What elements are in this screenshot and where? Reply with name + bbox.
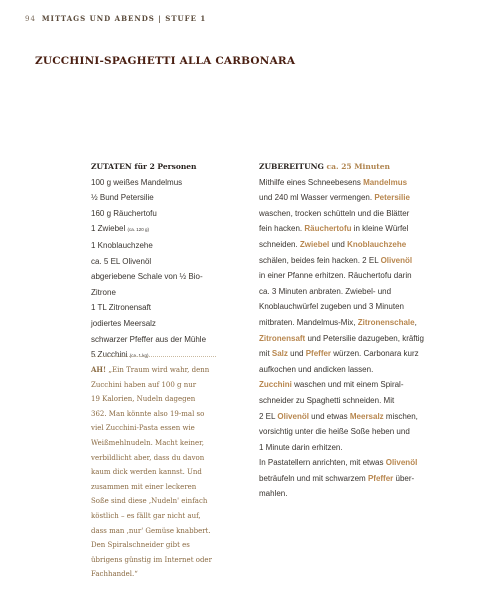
recipe-title: ZUCCHINI-SPAGHETTI ALLA CARBONARA [35,55,296,67]
preparation-line: schälen, beides fein hacken. 2 EL Olivenöl [259,255,413,265]
preparation-line: fein hacken. Räuchertofu in kleine Würfel [259,224,409,234]
ingredient-item: ½ Bund Petersilie [91,193,154,203]
preparation-duration: ca. 25 Minuten [326,162,390,171]
tip-line: Weißmehlnudeln. Macht keiner, [91,438,204,447]
ingredient-item: 1 Zwiebel (ca. 120 g) [91,224,149,234]
preparation-line: mit Salz und Pfeffer würzen. Carbonara kurz [259,349,419,359]
running-header [25,14,206,23]
ingredient-item: 1 TL Zitronensaft [91,303,152,313]
preparation-line: Zucchini waschen und mit einem Spiral- [259,380,404,390]
preparation-line: vorsichtig unter die heiße Soße heben und [259,427,410,437]
tip-line: köstlich – es fällt gar nicht auf, [91,511,201,520]
ingredient-item: schwarzer Pfeffer aus der Mühle [91,334,207,344]
preparation-line: waschen, trocken schütteln und die Blätter [259,208,410,218]
ingredient-item: 5 Zucchini (ca. 1 kg) [91,350,149,360]
ingredient-item: 1 Knoblauchzehe [91,240,153,250]
tip-line: kaum dick werden kannst. Und [91,468,202,477]
preparation-line: Mithilfe eines Schneebesens Mandelmus [259,177,408,187]
preparation-line: mahlen. [259,489,288,499]
preparation-line: 1 Minute darin erhitzen. [259,442,343,452]
ingredient-item: 100 g weißes Mandelmus [91,177,183,187]
tip-line: Den Spiralschneider gibt es [91,541,190,550]
page-number: 94 [25,15,36,23]
ingredients-heading: ZUTATEN für 2 Personen [91,162,197,171]
preparation-line: ca. 3 Minuten anbraten. Zwiebel- und [259,286,392,296]
tip-line: dass man ‚nur' Gemüse knabbert. [91,526,211,535]
section-label: MITTAGS UND ABENDS | STUFE 1 [41,14,207,23]
tip-line: Soße sind diese ‚Nudeln' einfach [91,497,208,506]
ingredient-note: (ca. 1 kg) [129,353,149,359]
preparation-line: In Pastatellern anrichten, mit etwas Olivenöl [259,458,418,468]
tip-line: verbildlicht aber, dass du davon [91,453,205,462]
tip-box [91,356,216,582]
ingredients-list [91,175,241,364]
preparation-line: beträufeln und mit schwarzem Pfeffer über- [259,473,415,483]
ingredient-item: jodiertes Meersalz [91,318,156,328]
tip-line: 362. Man könnte also 19-mal so [91,409,205,418]
preparation-line: mitbraten. Mandelmus-Mix, Zitronenschale, [259,317,417,327]
tip-lead: AH! [91,365,107,374]
ingredient-item: ca. 5 EL Olivenöl [91,256,152,266]
tip-line: 19 Kalorien, Nudeln dagegen [91,395,196,404]
tip-text [91,366,212,578]
ingredient-item: abgeriebene Schale von ½ Bio- [91,272,203,282]
preparation-line: schneider zu Spaghetti schneiden. Mit [259,395,395,405]
ingredient-item: Zitrone [91,287,116,297]
preparation-line: Knoblauchwürfel zugeben und 3 Minuten [259,302,404,312]
tip-line: viel Zucchini-Pasta essen wie [91,424,195,433]
ingredient-note: (ca. 120 g) [127,227,149,233]
tip-line: zusammen mit einer leckeren [91,482,197,491]
tip-line: „Ein Traum wird wahr, denn [108,366,210,374]
preparation-text [259,175,424,502]
preparation-heading [259,159,409,175]
preparation-line: schneiden. Zwiebel und Knoblauchzehe [259,239,407,249]
tip-line: Fachhandel.“ [91,570,138,579]
preparation-label: ZUBEREITUNG [259,162,324,171]
preparation-line: 2 EL Olivenöl und etwas Meersalz mischen, [259,411,418,421]
preparation-line: und 240 ml Wasser vermengen. Petersilie [259,193,410,203]
tip-line: Zucchini haben auf 100 g nur [91,380,197,389]
preparation-line: in einer Pfanne erhitzen. Räuchertofu darin [259,271,412,281]
preparation-line: aufkochen und andicken lassen. [259,364,374,374]
ingredient-item: 160 g Räuchertofu [91,208,157,218]
ingredients-column [91,159,241,364]
preparation-line: Zitronensaft und Petersilie dazugeben, kräftig [259,333,424,343]
tip-line: übrigens günstig im Internet oder [91,555,212,564]
preparation-column [259,159,424,502]
